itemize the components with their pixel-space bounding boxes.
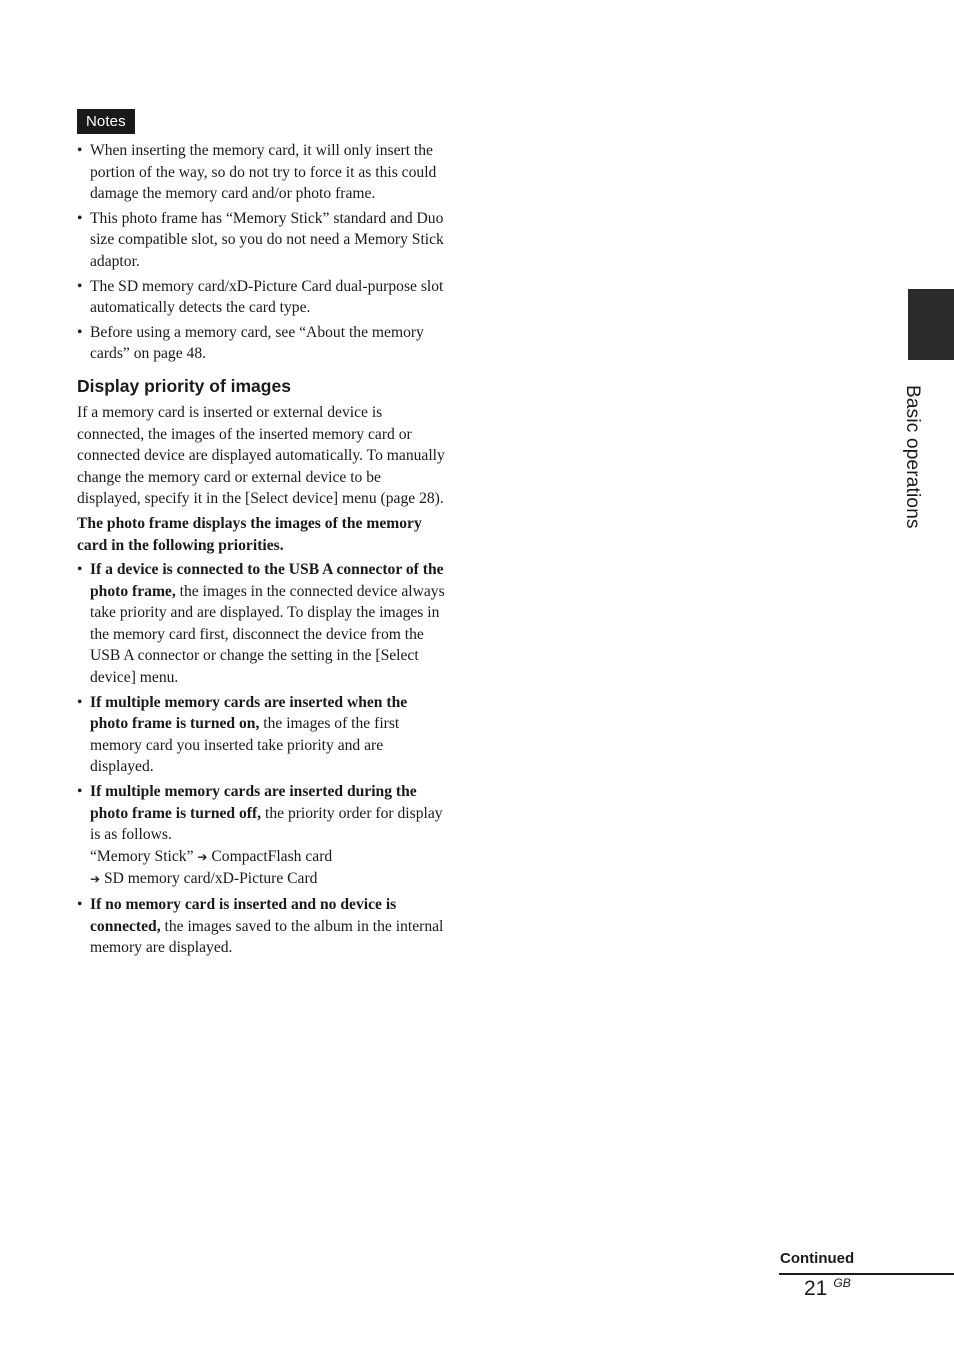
section-heading: Display priority of images [77,375,291,396]
continued-label: Continued [780,1250,855,1267]
arrow-right-icon: ➔ [90,872,101,887]
priority-condition: If a device is connected to the USB A connector of the photo frame, [90,561,444,600]
note-item: • This photo frame has “Memory Stick” standard and Duo size compatible slot, so you do not need a Memory Stick adaptor. [77,208,445,273]
priority-item [77,559,445,689]
order-item: CompactFlash card [211,847,333,865]
priority-text: the images in the connected device always take priority and are displayed. To display the images in the memory card first, disconnect the device from the USB A connector or change the setting in the [Select device] menu. [90,582,445,687]
note-item: • Before using a memory card, see “About the memory cards” on page 48. [77,322,445,365]
footer-rule [779,1273,954,1275]
notes-list [77,140,445,365]
priority-lead: The photo frame displays the images of the memory card in the following priorities. [77,514,422,554]
order-item: SD memory card/xD-Picture Card [103,870,318,888]
priority-item [77,781,445,891]
page-number-value: 21 [804,1277,828,1300]
priority-text: the images of the first memory card you inserted take priority and are displayed. [90,715,400,776]
main-column [77,109,445,962]
priority-text: the images saved to the album in the internal memory are displayed. [90,917,444,957]
priority-condition: If multiple memory cards are inserted during the photo frame is turned off, [90,783,417,822]
arrow-right-icon: ➔ [197,849,208,864]
order-item: “Memory Stick” [90,847,194,865]
priority-condition: If multiple memory cards are inserted when the photo frame is turned on, [90,693,408,733]
note-item: • The SD memory card/xD-Picture Card dual-purpose slot automatically detects the card type. [77,276,445,319]
notes-tag: Notes [77,109,135,134]
region-code: GB [833,1276,851,1290]
chapter-tab-block [908,289,954,360]
priority-condition: If no memory card is inserted and no device is connected, [90,896,397,935]
priority-list [77,559,445,959]
section-intro: If a memory card is inserted or external device is connected, the images of the inserted memory card or connected device are displayed automatically. To manually change the memory card or external device to be displayed, specify it in the [Select device] menu (page 28). [77,403,445,508]
page-number [804,1276,851,1301]
priority-item [77,692,445,778]
chapter-tab-label: Basic operations [902,385,923,529]
priority-item [77,894,445,959]
note-item: • When inserting the memory card, it will only insert the portion of the way, so do not try to force it as this could damage the memory card and/or photo frame. [77,140,445,205]
priority-text: the priority order for display is as follows. [90,804,443,844]
